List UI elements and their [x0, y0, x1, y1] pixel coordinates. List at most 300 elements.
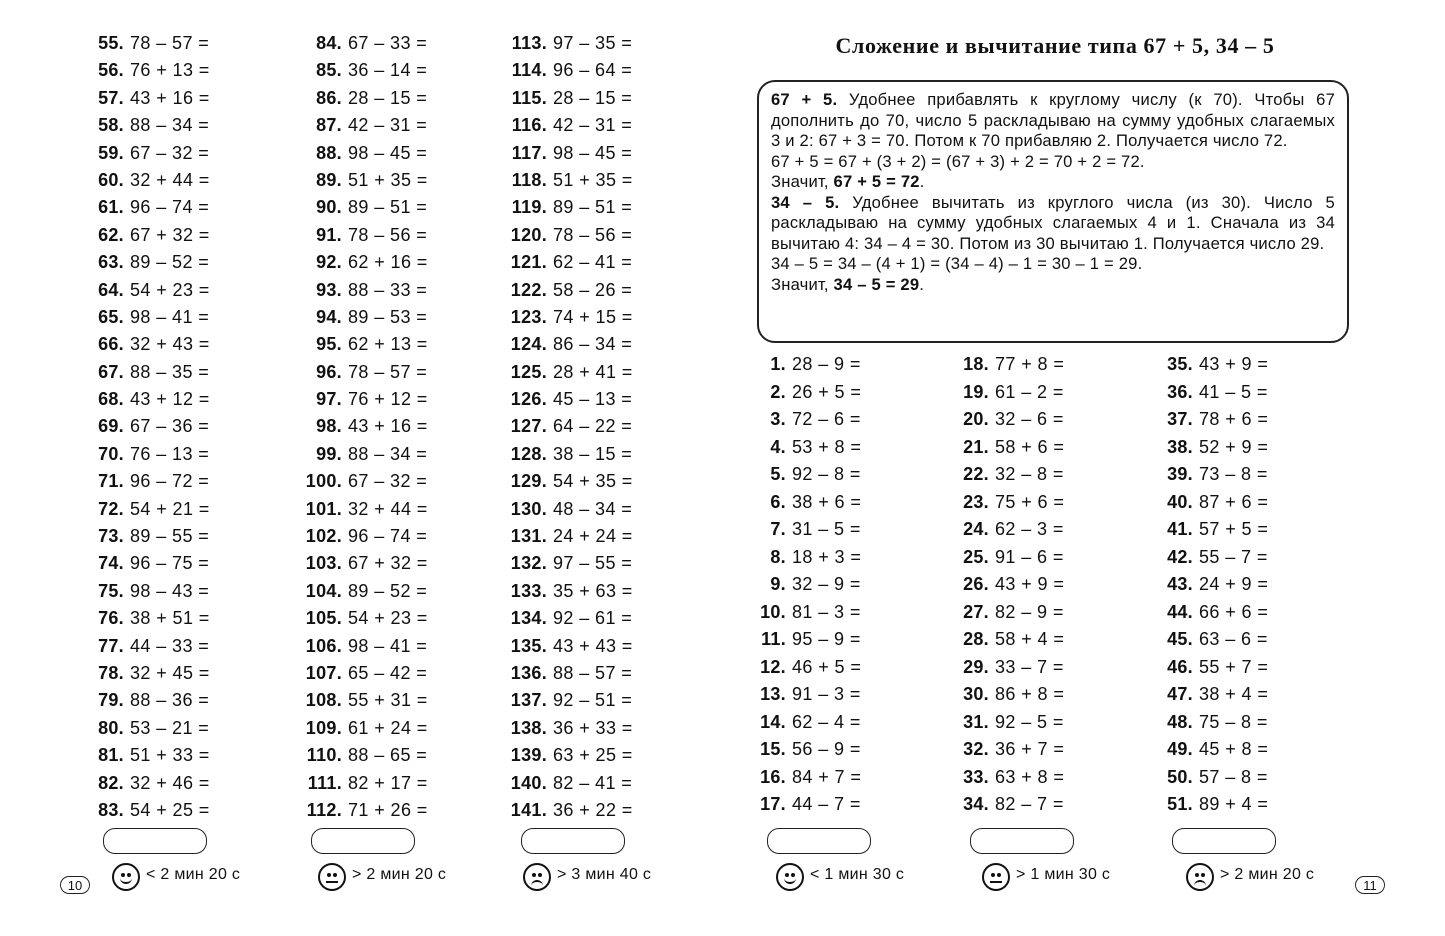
problem-number: 78. [98, 662, 124, 683]
problem-row [88, 304, 210, 331]
problem-row [88, 167, 210, 194]
problem-number: 59. [98, 142, 124, 163]
problem-number: 70. [98, 443, 124, 464]
problem-number: 105. [305, 608, 342, 629]
problem-number: 91. [316, 224, 342, 245]
conclusion-value: 67 + 5 = 72 [833, 172, 920, 191]
problem-number: 62. [98, 224, 124, 245]
problem-number: 138. [510, 717, 547, 738]
rule-paragraph-a [771, 90, 1335, 152]
problem-row [295, 167, 428, 194]
answer-time-box[interactable] [970, 828, 1074, 854]
problem-number: 28. [963, 629, 989, 649]
problem-expression: 53 – 21 = [130, 717, 210, 738]
problem-expression: 55 + 7 = [1199, 656, 1269, 677]
problem-expression: 26 + 5 = [792, 381, 862, 402]
problem-expression: 51 + 35 = [348, 169, 428, 190]
problem-row [295, 550, 428, 577]
problem-expression: 55 + 31 = [348, 690, 428, 711]
problem-number: 61. [98, 197, 124, 218]
problem-row [295, 413, 428, 440]
problem-expression: 61 + 24 = [348, 717, 428, 738]
problem-number: 8. [770, 546, 786, 567]
problem-number: 121. [510, 252, 547, 273]
problem-expression: 54 + 25 = [130, 799, 210, 820]
problem-row [88, 30, 210, 57]
problem-number: 115. [511, 87, 547, 108]
problem-number: 94. [316, 306, 342, 327]
problem-expression: 97 – 55 = [553, 553, 633, 574]
problem-row [1162, 571, 1268, 599]
problem-number: 24. [963, 519, 989, 539]
problem-number: 113. [511, 33, 547, 53]
problem-row [500, 222, 633, 249]
problem-row [88, 550, 210, 577]
problem-row [295, 715, 428, 742]
problem-expression: 43 + 16 = [348, 416, 428, 437]
problem-expression: 89 – 51 = [553, 197, 633, 218]
problem-row [500, 770, 633, 797]
problem-number: 111. [307, 772, 342, 793]
problem-row [755, 406, 861, 434]
rule-b-text: Удобнее вычитать из круглого числа (из 30). Число 5 раскладываю на сумму удобных слагаемых 4 и 1. Сначала из 34 вычитаю 4: 34 – 4 = 30. Потом из 30 вычитаю 1. Получается число 29. [771, 192, 1335, 253]
rule-a-head: 67 + 5. [771, 90, 838, 109]
problem-row [958, 406, 1064, 434]
problem-expression: 57 + 5 = [1199, 519, 1269, 539]
problem-number: 85. [316, 60, 342, 81]
problem-expression: 51 + 33 = [130, 745, 210, 766]
problem-row [1162, 434, 1268, 462]
problem-expression: 63 + 8 = [995, 766, 1065, 787]
problem-expression: 92 – 5 = [995, 711, 1064, 732]
left-column-1 [88, 30, 210, 824]
problem-row [755, 764, 861, 792]
problem-number: 84. [316, 33, 342, 53]
problem-expression: 76 – 13 = [130, 443, 210, 464]
problem-number: 126. [510, 389, 547, 410]
problem-row [755, 791, 861, 819]
problem-expression: 89 – 55 = [130, 526, 210, 547]
problem-number: 44. [1167, 601, 1193, 622]
problem-number: 106. [305, 635, 342, 656]
problem-row [295, 304, 428, 331]
time-label: > 1 мин 30 с [1016, 866, 1111, 883]
problem-expression: 77 + 8 = [995, 354, 1065, 374]
problem-row [755, 516, 861, 544]
problem-row [500, 496, 633, 523]
problem-expression: 89 – 53 = [348, 306, 428, 327]
smiley-sad-icon [523, 863, 551, 891]
problem-row [88, 249, 210, 276]
problem-row [958, 571, 1064, 599]
problem-expression: 38 + 4 = [1199, 684, 1269, 704]
answer-time-box[interactable] [1172, 828, 1276, 854]
problem-number: 116. [511, 115, 547, 136]
problem-row [500, 633, 633, 660]
problem-expression: 89 – 52 = [130, 252, 210, 273]
problem-row [755, 571, 861, 599]
problem-row [500, 605, 633, 632]
problem-row [1162, 681, 1268, 709]
problem-number: 103. [305, 553, 342, 574]
problem-row [755, 434, 861, 462]
problem-expression: 61 – 2 = [995, 381, 1064, 402]
problem-number: 11. [761, 629, 786, 649]
problem-number: 97. [316, 389, 342, 410]
problem-number: 71. [98, 471, 124, 492]
problem-expression: 95 – 9 = [792, 629, 861, 649]
problem-number: 63. [98, 252, 124, 273]
problem-number: 30. [963, 684, 989, 704]
problem-expression: 88 – 34 = [348, 443, 428, 464]
problem-row [88, 660, 210, 687]
problem-number: 37. [1167, 409, 1193, 429]
rule-b-formula: 34 – 5 = 34 – (4 + 1) = (34 – 4) – 1 = 30 – 1 = 29. [771, 254, 1143, 273]
problem-number: 125. [510, 361, 547, 382]
problem-row [88, 578, 210, 605]
problem-number: 57. [98, 87, 124, 108]
problem-row [88, 441, 210, 468]
problem-number: 22. [963, 464, 989, 484]
problem-expression: 32 + 44 = [348, 498, 428, 519]
problem-expression: 91 – 3 = [792, 684, 861, 704]
problem-row [500, 85, 633, 112]
problem-number: 12. [760, 656, 786, 677]
problem-row [88, 715, 210, 742]
problem-number: 26. [963, 574, 989, 594]
problem-expression: 76 + 13 = [130, 60, 210, 81]
problem-expression: 92 – 51 = [553, 690, 633, 711]
problem-expression: 75 + 6 = [995, 491, 1065, 512]
problem-number: 120. [510, 224, 547, 245]
problem-expression: 96 – 75 = [130, 553, 210, 574]
problem-number: 101. [305, 498, 342, 519]
problem-expression: 82 – 7 = [995, 794, 1064, 814]
problem-expression: 98 – 45 = [348, 142, 428, 163]
problem-row [295, 277, 428, 304]
problem-expression: 86 + 8 = [995, 684, 1065, 704]
problem-expression: 32 – 9 = [792, 574, 861, 594]
period: . [919, 274, 925, 294]
problem-row [88, 359, 210, 386]
rule-a-text: Удобнее прибавлять к круглому числу (к 70). Чтобы 67 дополнить до 70, число 5 раскладываю на сумму удобных слагаемых 3 и 2: 67 + 3 = 70. Потом к 70 прибавляю 2. Получается число 72. [771, 90, 1335, 150]
problem-expression: 67 + 32 = [348, 553, 428, 574]
problem-expression: 98 – 45 = [553, 142, 633, 163]
problem-row [958, 544, 1064, 572]
problem-number: 75. [98, 580, 124, 601]
problem-row [295, 359, 428, 386]
problem-number: 69. [98, 416, 124, 437]
problem-row [958, 489, 1064, 517]
problem-number: 47. [1167, 684, 1193, 704]
problem-number: 55. [98, 33, 124, 53]
problem-number: 40. [1167, 491, 1193, 512]
problem-expression: 32 + 43 = [130, 334, 210, 355]
problem-expression: 33 – 7 = [995, 656, 1064, 677]
problem-number: 60. [98, 169, 124, 190]
problem-expression: 24 + 9 = [1199, 574, 1269, 594]
problem-number: 79. [98, 690, 124, 711]
problem-number: 122. [510, 279, 547, 300]
problem-expression: 38 + 51 = [130, 608, 210, 629]
problem-number: 96. [316, 361, 342, 382]
smiley-neutral-icon [982, 863, 1010, 891]
problem-expression: 32 – 6 = [995, 409, 1064, 429]
problem-row [295, 85, 428, 112]
problem-expression: 54 + 23 = [348, 608, 428, 629]
smiley-happy-icon [776, 863, 804, 891]
problem-row [755, 461, 861, 489]
period: . [919, 172, 925, 191]
problem-expression: 97 – 35 = [553, 33, 633, 53]
problem-row [958, 351, 1064, 379]
problem-number: 92. [316, 252, 342, 273]
problem-number: 49. [1167, 739, 1193, 759]
problem-expression: 18 + 3 = [792, 546, 862, 567]
conclusion-label: Значит, [771, 172, 834, 191]
problem-row [958, 434, 1064, 462]
problem-row [88, 277, 210, 304]
problem-number: 1. [770, 354, 786, 374]
problem-expression: 36 + 33 = [553, 717, 633, 738]
problem-row [500, 523, 633, 550]
problem-row [958, 654, 1064, 682]
problem-row [755, 544, 861, 572]
problem-number: 93. [316, 279, 342, 300]
problem-row [755, 379, 861, 407]
problem-number: 41. [1167, 519, 1193, 539]
problem-expression: 36 + 22 = [553, 799, 633, 820]
problem-row [500, 715, 633, 742]
problem-expression: 56 – 9 = [792, 739, 861, 759]
page-title: Сложение и вычитание типа 67 + 5, 34 – 5 [835, 33, 1275, 58]
problem-expression: 67 + 32 = [130, 224, 210, 245]
problem-number: 124. [510, 334, 547, 355]
problem-number: 74. [98, 553, 124, 574]
problem-number: 45. [1167, 629, 1193, 649]
problem-number: 107. [305, 662, 342, 683]
problem-expression: 42 – 31 = [553, 115, 633, 136]
problem-row [1162, 489, 1268, 517]
problem-row [755, 654, 861, 682]
problem-number: 100. [305, 471, 342, 492]
problem-expression: 24 + 24 = [553, 526, 633, 547]
problem-expression: 67 – 36 = [130, 416, 210, 437]
problem-expression: 36 + 7 = [995, 739, 1065, 759]
right-column-1 [755, 351, 861, 819]
problem-expression: 58 + 6 = [995, 436, 1065, 457]
problem-expression: 66 + 6 = [1199, 601, 1269, 622]
problem-row [88, 57, 210, 84]
problem-number: 136. [510, 662, 547, 683]
problem-expression: 78 – 57 = [348, 361, 428, 382]
problem-row [295, 605, 428, 632]
problem-row [295, 687, 428, 714]
problem-number: 118. [511, 169, 547, 190]
problem-row [295, 660, 428, 687]
problem-number: 4. [770, 436, 786, 457]
problem-expression: 75 – 8 = [1199, 711, 1268, 732]
page-number: 10 [60, 876, 90, 894]
problem-number: 129. [510, 471, 547, 492]
problem-number: 112. [306, 799, 342, 820]
right-column-3 [1162, 351, 1268, 819]
problem-row [500, 249, 633, 276]
problem-number: 68. [98, 389, 124, 410]
problem-row [500, 687, 633, 714]
problem-number: 64. [98, 279, 124, 300]
problem-row [295, 468, 428, 495]
problem-row [500, 359, 633, 386]
answer-time-box[interactable] [103, 828, 207, 854]
problem-expression: 96 – 74 = [348, 526, 428, 547]
problem-row [958, 709, 1064, 737]
problem-expression: 92 – 8 = [792, 464, 861, 484]
problem-expression: 65 – 42 = [348, 662, 428, 683]
problem-row [958, 599, 1064, 627]
problem-number: 15. [760, 739, 786, 759]
problem-row [755, 681, 861, 709]
answer-time-box[interactable] [521, 828, 625, 854]
problem-number: 58. [98, 115, 124, 136]
problem-row [295, 249, 428, 276]
problem-expression: 86 – 34 = [553, 334, 633, 355]
problem-row [500, 57, 633, 84]
time-label: > 2 мин 20 с [352, 866, 447, 883]
problem-number: 102. [305, 526, 342, 547]
problem-row [500, 277, 633, 304]
problem-expression: 45 – 13 = [553, 389, 633, 410]
problem-row [755, 626, 861, 654]
problem-row [500, 797, 633, 824]
problem-number: 39. [1167, 464, 1193, 484]
problem-row [500, 386, 633, 413]
problem-row [755, 351, 861, 379]
problem-number: 3. [770, 409, 786, 429]
problem-expression: 78 + 6 = [1199, 409, 1269, 429]
problem-expression: 84 + 7 = [792, 766, 862, 787]
problem-number: 132. [510, 553, 547, 574]
right-column-2 [958, 351, 1064, 819]
problem-row [958, 764, 1064, 792]
problem-row [295, 742, 428, 769]
problem-number: 123. [510, 306, 547, 327]
problem-expression: 64 – 22 = [553, 416, 633, 437]
problem-row [500, 550, 633, 577]
problem-number: 16. [760, 766, 786, 787]
problem-expression: 88 – 36 = [130, 690, 210, 711]
problem-row [500, 30, 633, 57]
problem-number: 86. [316, 87, 342, 108]
problem-row [295, 386, 428, 413]
problem-number: 21. [963, 436, 989, 457]
problem-number: 5. [770, 464, 786, 484]
problem-number: 34. [963, 794, 989, 814]
problem-expression: 74 + 15 = [553, 306, 633, 327]
rule-a-formula: 67 + 5 = 67 + (3 + 2) = (67 + 3) + 2 = 70 + 2 = 72. [771, 151, 1145, 171]
answer-time-box[interactable] [311, 828, 415, 854]
problem-expression: 96 – 64 = [553, 60, 633, 81]
problem-expression: 96 – 74 = [130, 197, 210, 218]
problem-number: 43. [1167, 574, 1193, 594]
problem-row [88, 605, 210, 632]
problem-expression: 43 + 9 = [1199, 354, 1269, 374]
problem-row [295, 578, 428, 605]
problem-expression: 38 + 6 = [792, 491, 862, 512]
answer-time-box[interactable] [767, 828, 871, 854]
problem-row [1162, 626, 1268, 654]
problem-row [500, 660, 633, 687]
problem-expression: 44 – 33 = [130, 635, 210, 656]
problem-expression: 78 – 56 = [553, 224, 633, 245]
problem-expression: 48 – 34 = [553, 498, 633, 519]
problem-number: 6. [770, 491, 786, 512]
problem-number: 76. [98, 608, 124, 629]
problem-expression: 28 – 15 = [553, 87, 633, 108]
problem-expression: 54 + 23 = [130, 279, 210, 300]
problem-expression: 67 – 32 = [348, 471, 428, 492]
problem-row [88, 770, 210, 797]
problem-row [295, 194, 428, 221]
problem-expression: 32 + 45 = [130, 662, 210, 683]
problem-expression: 55 – 7 = [1199, 546, 1268, 567]
problem-number: 42. [1167, 546, 1193, 567]
problem-row [500, 194, 633, 221]
problem-expression: 88 – 65 = [348, 745, 428, 766]
problem-number: 66. [98, 334, 124, 355]
problem-row [295, 140, 428, 167]
problem-row [295, 57, 428, 84]
problem-expression: 46 + 5 = [792, 656, 862, 677]
problem-number: 36. [1167, 381, 1193, 402]
problem-row [958, 379, 1064, 407]
conclusion-label: Значит, [771, 274, 834, 294]
problem-number: 33. [963, 766, 989, 787]
problem-row [1162, 461, 1268, 489]
left-column-3 [500, 30, 633, 824]
problem-expression: 98 – 41 = [130, 306, 210, 327]
problem-expression: 43 + 16 = [130, 87, 210, 108]
problem-row [295, 770, 428, 797]
rule-b-head: 34 – 5. [771, 192, 840, 212]
problem-row [88, 413, 210, 440]
problem-number: 56. [98, 60, 124, 81]
problem-row [88, 331, 210, 358]
problem-number: 51. [1167, 794, 1193, 814]
problem-expression: 88 – 34 = [130, 115, 210, 136]
problem-expression: 36 – 14 = [348, 60, 428, 81]
problem-number: 81. [98, 745, 124, 766]
problem-row [500, 578, 633, 605]
problem-number: 82. [98, 772, 124, 793]
problem-row [295, 633, 428, 660]
problem-row [295, 30, 428, 57]
problem-row [1162, 544, 1268, 572]
problem-row [755, 489, 861, 517]
problem-number: 80. [98, 717, 124, 738]
problem-row [1162, 351, 1268, 379]
problem-expression: 54 + 35 = [553, 471, 633, 492]
problem-row [500, 468, 633, 495]
problem-number: 18. [963, 354, 989, 374]
problem-expression: 82 – 41 = [553, 772, 633, 793]
problem-number: 67. [98, 361, 124, 382]
problem-expression: 89 – 51 = [348, 197, 428, 218]
smiley-happy-icon [112, 863, 140, 891]
problem-number: 38. [1167, 436, 1193, 457]
problem-number: 13. [760, 684, 786, 704]
problem-row [88, 112, 210, 139]
